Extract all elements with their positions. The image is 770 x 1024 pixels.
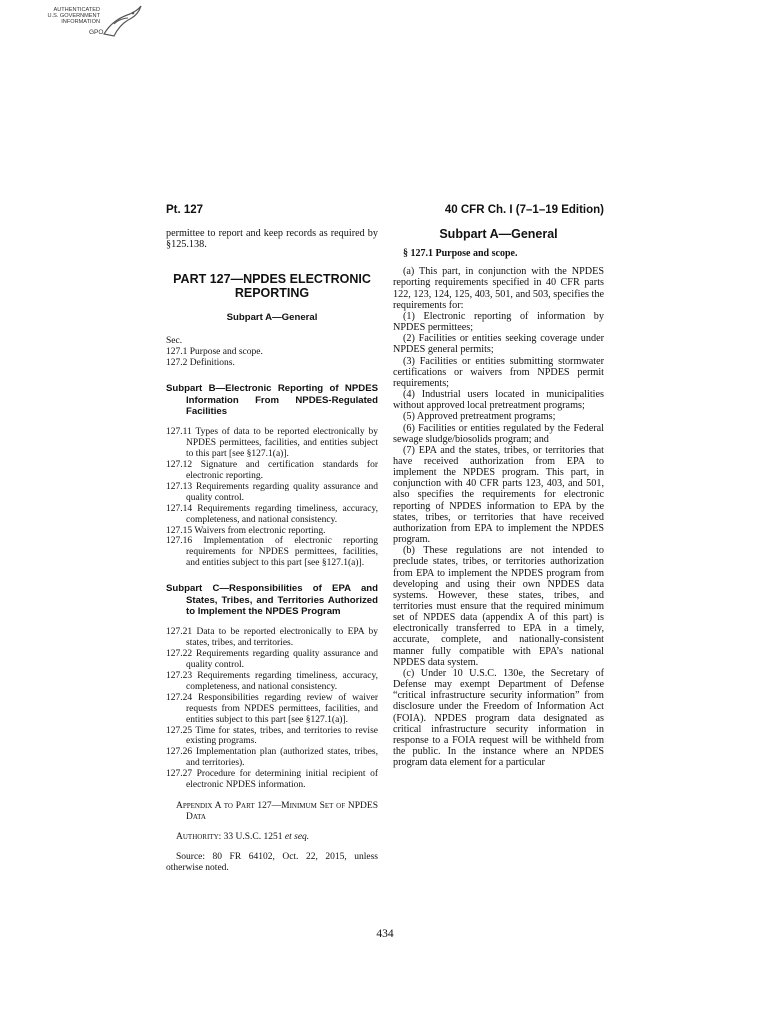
seal-line: U.S. GOVERNMENT	[47, 13, 100, 20]
sec-label: Sec.	[166, 336, 183, 347]
body-paragraph: (3) Facilities or entities submitting stormwater certifications or waivers from NPDES permit requirements;	[393, 355, 604, 389]
authority-italic: et seq.	[284, 832, 310, 843]
running-header-right: 40 CFR Ch. I (7–1–19 Edition)	[444, 204, 604, 216]
part-title-line: PART 127—NPDES ELECTRONIC	[173, 272, 371, 287]
toc-item: 127.15 Waivers from electronic reporting.	[166, 525, 326, 536]
gpo-authentication-seal	[12, 4, 144, 44]
subpart-b-heading: Subpart B—Electronic Reporting of NPDES Information From NPDES-Regulated Facilities	[166, 383, 378, 417]
subpart-a-heading: Subpart A—General	[226, 312, 318, 324]
body-paragraph: (c) Under 10 U.S.C. 130e, the Secretary of Defense may exempt Department of Defense “critical infrastructure security information” from disclosure under the Freedom of Information Act (FOIA). NPDES program data designated as critical infrastructure security information in response to a FOIA request will be withheld from the public. In the instance where an NPDES program data element for a particular	[393, 667, 604, 769]
toc-item: 127.11 Types of data to be reported electronically by NPDES permittees, facilities, and entities subject to this part [see §127.1(a)].	[166, 427, 378, 460]
toc-item: 127.2 Definitions.	[166, 358, 235, 369]
authority-note	[166, 832, 378, 843]
left-column	[166, 228, 378, 874]
body-paragraph: (a) This part, in conjunction with the NPDES reporting requirements specified in 40 CFR parts 122, 123, 124, 125, 403, 501, and 503, specifies the requirements for:	[393, 266, 604, 311]
toc-item: 127.14 Requirements regarding timeliness, accuracy, completeness, and national consistency.	[166, 503, 378, 525]
seal-gpo-label: GPO	[89, 29, 104, 36]
authority-label: Authority:	[176, 832, 222, 843]
seal-text	[20, 7, 100, 26]
toc-item: 127.23 Requirements regarding timeliness, accuracy, completeness, and national consistency.	[166, 671, 378, 692]
toc-item: 127.21 Data to be reported electronically to EPA by states, tribes, and territories.	[166, 627, 378, 649]
toc-item: 127.13 Requirements regarding quality assurance and quality control.	[166, 481, 378, 503]
toc-item: 127.22 Requirements regarding quality assurance and quality control.	[166, 649, 378, 671]
page-number: 434	[376, 928, 394, 940]
body-paragraph: (1) Electronic reporting of information by NPDES permittees;	[393, 310, 604, 334]
body-paragraph: (7) EPA and the states, tribes, or territories that have received authorization from EPA to implement the NPDES program. This part, in conjunction with 40 CFR parts 123, 403, and 501, also specifies the requirements for electronic reporting of NPDES information to EPA by the states, tribes, or territories that have received authorization from EPA to implement the NPDES program.	[393, 444, 604, 546]
appendix-entry: Appendix A to Part 127—Minimum Set of NPDES Data	[176, 801, 378, 823]
running-header-left: Pt. 127	[166, 204, 204, 216]
toc-item: 127.27 Procedure for determining initial recipient of electronic NPDES information.	[166, 769, 378, 791]
toc-item: 127.26 Implementation plan (authorized states, tribes, and territories).	[166, 747, 378, 769]
part-title-line: REPORTING	[234, 286, 310, 301]
toc-item: 127.25 Time for states, tribes, and territories to revise existing programs.	[166, 725, 378, 747]
toc-item: 127.24 Responsibilities regarding review of waiver requests from NPDES permittees, facilities, and entities subject to this part [see §127.1(a)].	[166, 692, 378, 725]
toc-item: 127.12 Signature and certification standards for electronic reporting.	[166, 460, 378, 482]
subpart-b-toc	[166, 427, 378, 569]
toc-item: 127.16 Implementation of electronic reporting requirements for NPDES permittees, facilities, and entities subject to this part [see §127.1(a)].	[166, 536, 378, 569]
seal-line: INFORMATION	[61, 19, 100, 26]
subpart-heading: Subpart A—General	[439, 227, 558, 241]
source-note: Source: 80 FR 64102, Oct. 22, 2015, unless otherwise noted.	[166, 852, 378, 874]
subpart-c-heading: Subpart C—Responsibilities of EPA and States, Tribes, and Territories Authorized to Implement the NPDES Program	[166, 583, 378, 617]
authority-text: 33 U.S.C. 1251	[221, 832, 285, 843]
eagle-icon	[100, 4, 144, 42]
right-column	[393, 228, 604, 768]
part-title	[166, 272, 378, 300]
carryover-text: permittee to report and keep records as required by §125.138.	[166, 228, 378, 251]
body-paragraph: (6) Facilities or entities regulated by the Federal sewage sludge/biosolids program; and	[393, 422, 604, 445]
subpart-a-toc	[166, 347, 378, 369]
body-paragraph: (b) These regulations are not intended to preclude states, tribes, or territories authorization from EPA to implement the NPDES program from developing and using their own NPDES data systems. However, these states, tribes, and territories must ensure that the required minimum set of NPDES data (appendix A of this part) is electronically transferred to EPA in a timely, accurate, complete, and nationally-consistent manner fully compatible with EPA’s national NPDES data system.	[393, 545, 604, 668]
body-paragraph: (2) Facilities or entities seeking coverage under NPDES general permits;	[393, 333, 604, 356]
seal-line: AUTHENTICATED	[53, 7, 100, 13]
section-heading: § 127.1 Purpose and scope.	[403, 248, 518, 260]
subpart-c-toc	[166, 627, 378, 791]
body-paragraph: (4) Industrial users located in municipalities without approved local pretreatment programs;	[393, 389, 604, 412]
body-paragraph: (5) Approved pretreatment programs;	[403, 411, 556, 423]
toc-item: 127.1 Purpose and scope.	[166, 347, 263, 358]
